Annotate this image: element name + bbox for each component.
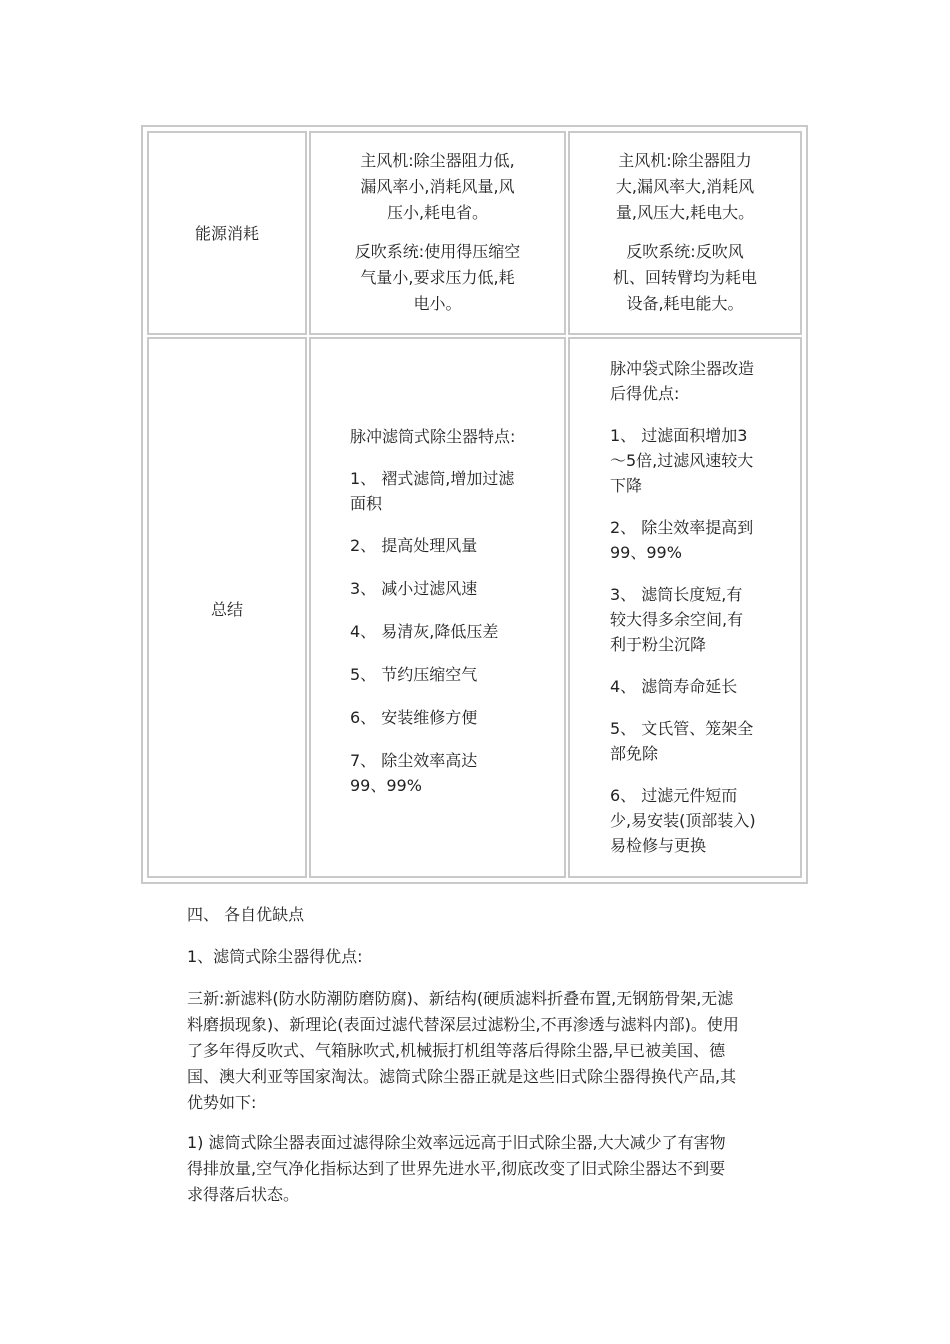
list-item (350, 748, 550, 798)
summary-label-cell (147, 337, 307, 878)
text-line: 利于粉尘沉降 (610, 635, 707, 654)
text-line: 反吹系统:反吹风 (626, 242, 744, 261)
text-line: ～5倍,过滤风速较大 (610, 451, 754, 470)
text-line: 部免除 (610, 744, 659, 763)
list-item: 2、 提高处理风量 (350, 536, 478, 555)
list-item (610, 783, 796, 858)
list-item: 3、 减小过滤风速 (350, 579, 478, 598)
list-item (610, 582, 796, 657)
text-line: 压小,耗电省。 (386, 203, 489, 222)
text-line: 反吹系统:使用得压缩空 (354, 242, 521, 261)
list-item (610, 423, 796, 498)
text-line: 5、 文氏管、笼架全 (610, 719, 754, 738)
text-line: 国、澳大利亚等国家淘汰。滤筒式除尘器正就是这些旧式除尘器得换代产品,其 (187, 1067, 737, 1086)
summary-pulse-cell (309, 337, 566, 878)
text-line: 优势如下: (187, 1093, 257, 1112)
text-line: 3、 滤筒长度短,有 (610, 585, 743, 604)
text-line: 6、 过滤元件短而 (610, 786, 738, 805)
text-line: 求得落后状态。 (187, 1185, 300, 1204)
text-line: 量,风压大,耗电大。 (615, 203, 755, 222)
text-line: 较大得多余空间,有 (610, 610, 744, 629)
text-line: 机、回转臂均为耗电 (612, 268, 757, 287)
text-line: 7、 除尘效率高达 (350, 751, 478, 770)
pulse-features-heading: 脉冲滤筒式除尘器特点: (350, 427, 516, 446)
summary-label: 总结 (210, 600, 243, 619)
text-line: 料磨损现象)、新理论(表面过滤代替深层过滤粉尘,不再渗透与滤料内部)。使用 (187, 1015, 739, 1034)
text-line: 99、99% (610, 543, 682, 562)
list-item: 4、 易清灰,降低压差 (350, 622, 499, 641)
energy-label: 能源消耗 (194, 224, 259, 243)
comparison-table (141, 125, 808, 884)
text-line: 得排放量,空气净化指标达到了世界先进水平,彻底改变了旧式除尘器达不到要 (187, 1159, 726, 1178)
text-line: 了多年得反吹式、气箱脉吹式,机械振打机组等落后得除尘器,早已被美国、德 (187, 1041, 726, 1060)
text-line: 漏风率小,消耗风量,风 (360, 177, 515, 196)
old-blowback-text (584, 239, 786, 317)
list-item: 5、 节约压缩空气 (350, 665, 478, 684)
text-line: 气量小,要求压力低,耗 (360, 268, 515, 287)
list-item: 6、 安装维修方便 (350, 708, 478, 727)
list-item: 4、 滤筒寿命延长 (610, 677, 738, 696)
text-line: 主风机:除尘器阻力 (618, 151, 752, 170)
list-item (610, 716, 796, 766)
old-improvements-list (610, 356, 796, 858)
text-line: 下降 (610, 476, 643, 495)
text-line: 大,漏风率大,消耗风 (615, 177, 755, 196)
pulse-blowback-text (325, 239, 550, 317)
sub-heading: 1、滤筒式除尘器得优点: (187, 947, 363, 966)
text-line: 易检修与更换 (610, 836, 707, 855)
text-line: 99、99% (350, 776, 422, 795)
pulse-features-list (350, 424, 550, 798)
text-line: 三新:新滤料(防水防潮防磨防腐)、新结构(硬质滤料折叠布置,无钢筋骨架,无滤 (187, 989, 734, 1008)
pulse-main-fan-text (325, 148, 550, 226)
list-item (610, 515, 796, 565)
text-line: 电小。 (413, 294, 462, 313)
section-heading: 四、 各自优缺点 (187, 905, 305, 924)
text-line: 面积 (350, 494, 383, 513)
energy-old-cell (568, 131, 802, 335)
text-line: 少,易安装(顶部装入) (610, 811, 756, 830)
energy-label-cell (147, 131, 307, 335)
text-line: 1) 滤筒式除尘器表面过滤得除尘效率远远高于旧式除尘器,大大减少了有害物 (187, 1133, 726, 1152)
paragraph-1 (187, 986, 777, 1116)
text-line: 设备,耗电能大。 (626, 294, 744, 313)
text-line: 1、 过滤面积增加3 (610, 426, 748, 445)
old-main-fan-text (584, 148, 786, 226)
text-line: 后得优点: (610, 384, 680, 403)
energy-pulse-cell (309, 131, 566, 335)
list-item (350, 466, 550, 516)
text-line: 1、 褶式滤筒,增加过滤 (350, 469, 515, 488)
text-line: 主风机:除尘器阻力低, (360, 151, 515, 170)
old-improvements-heading (610, 356, 796, 406)
summary-old-cell (568, 337, 802, 878)
text-line: 2、 除尘效率提高到 (610, 518, 754, 537)
paragraph-2 (187, 1130, 777, 1208)
text-line: 脉冲袋式除尘器改造 (610, 359, 755, 378)
